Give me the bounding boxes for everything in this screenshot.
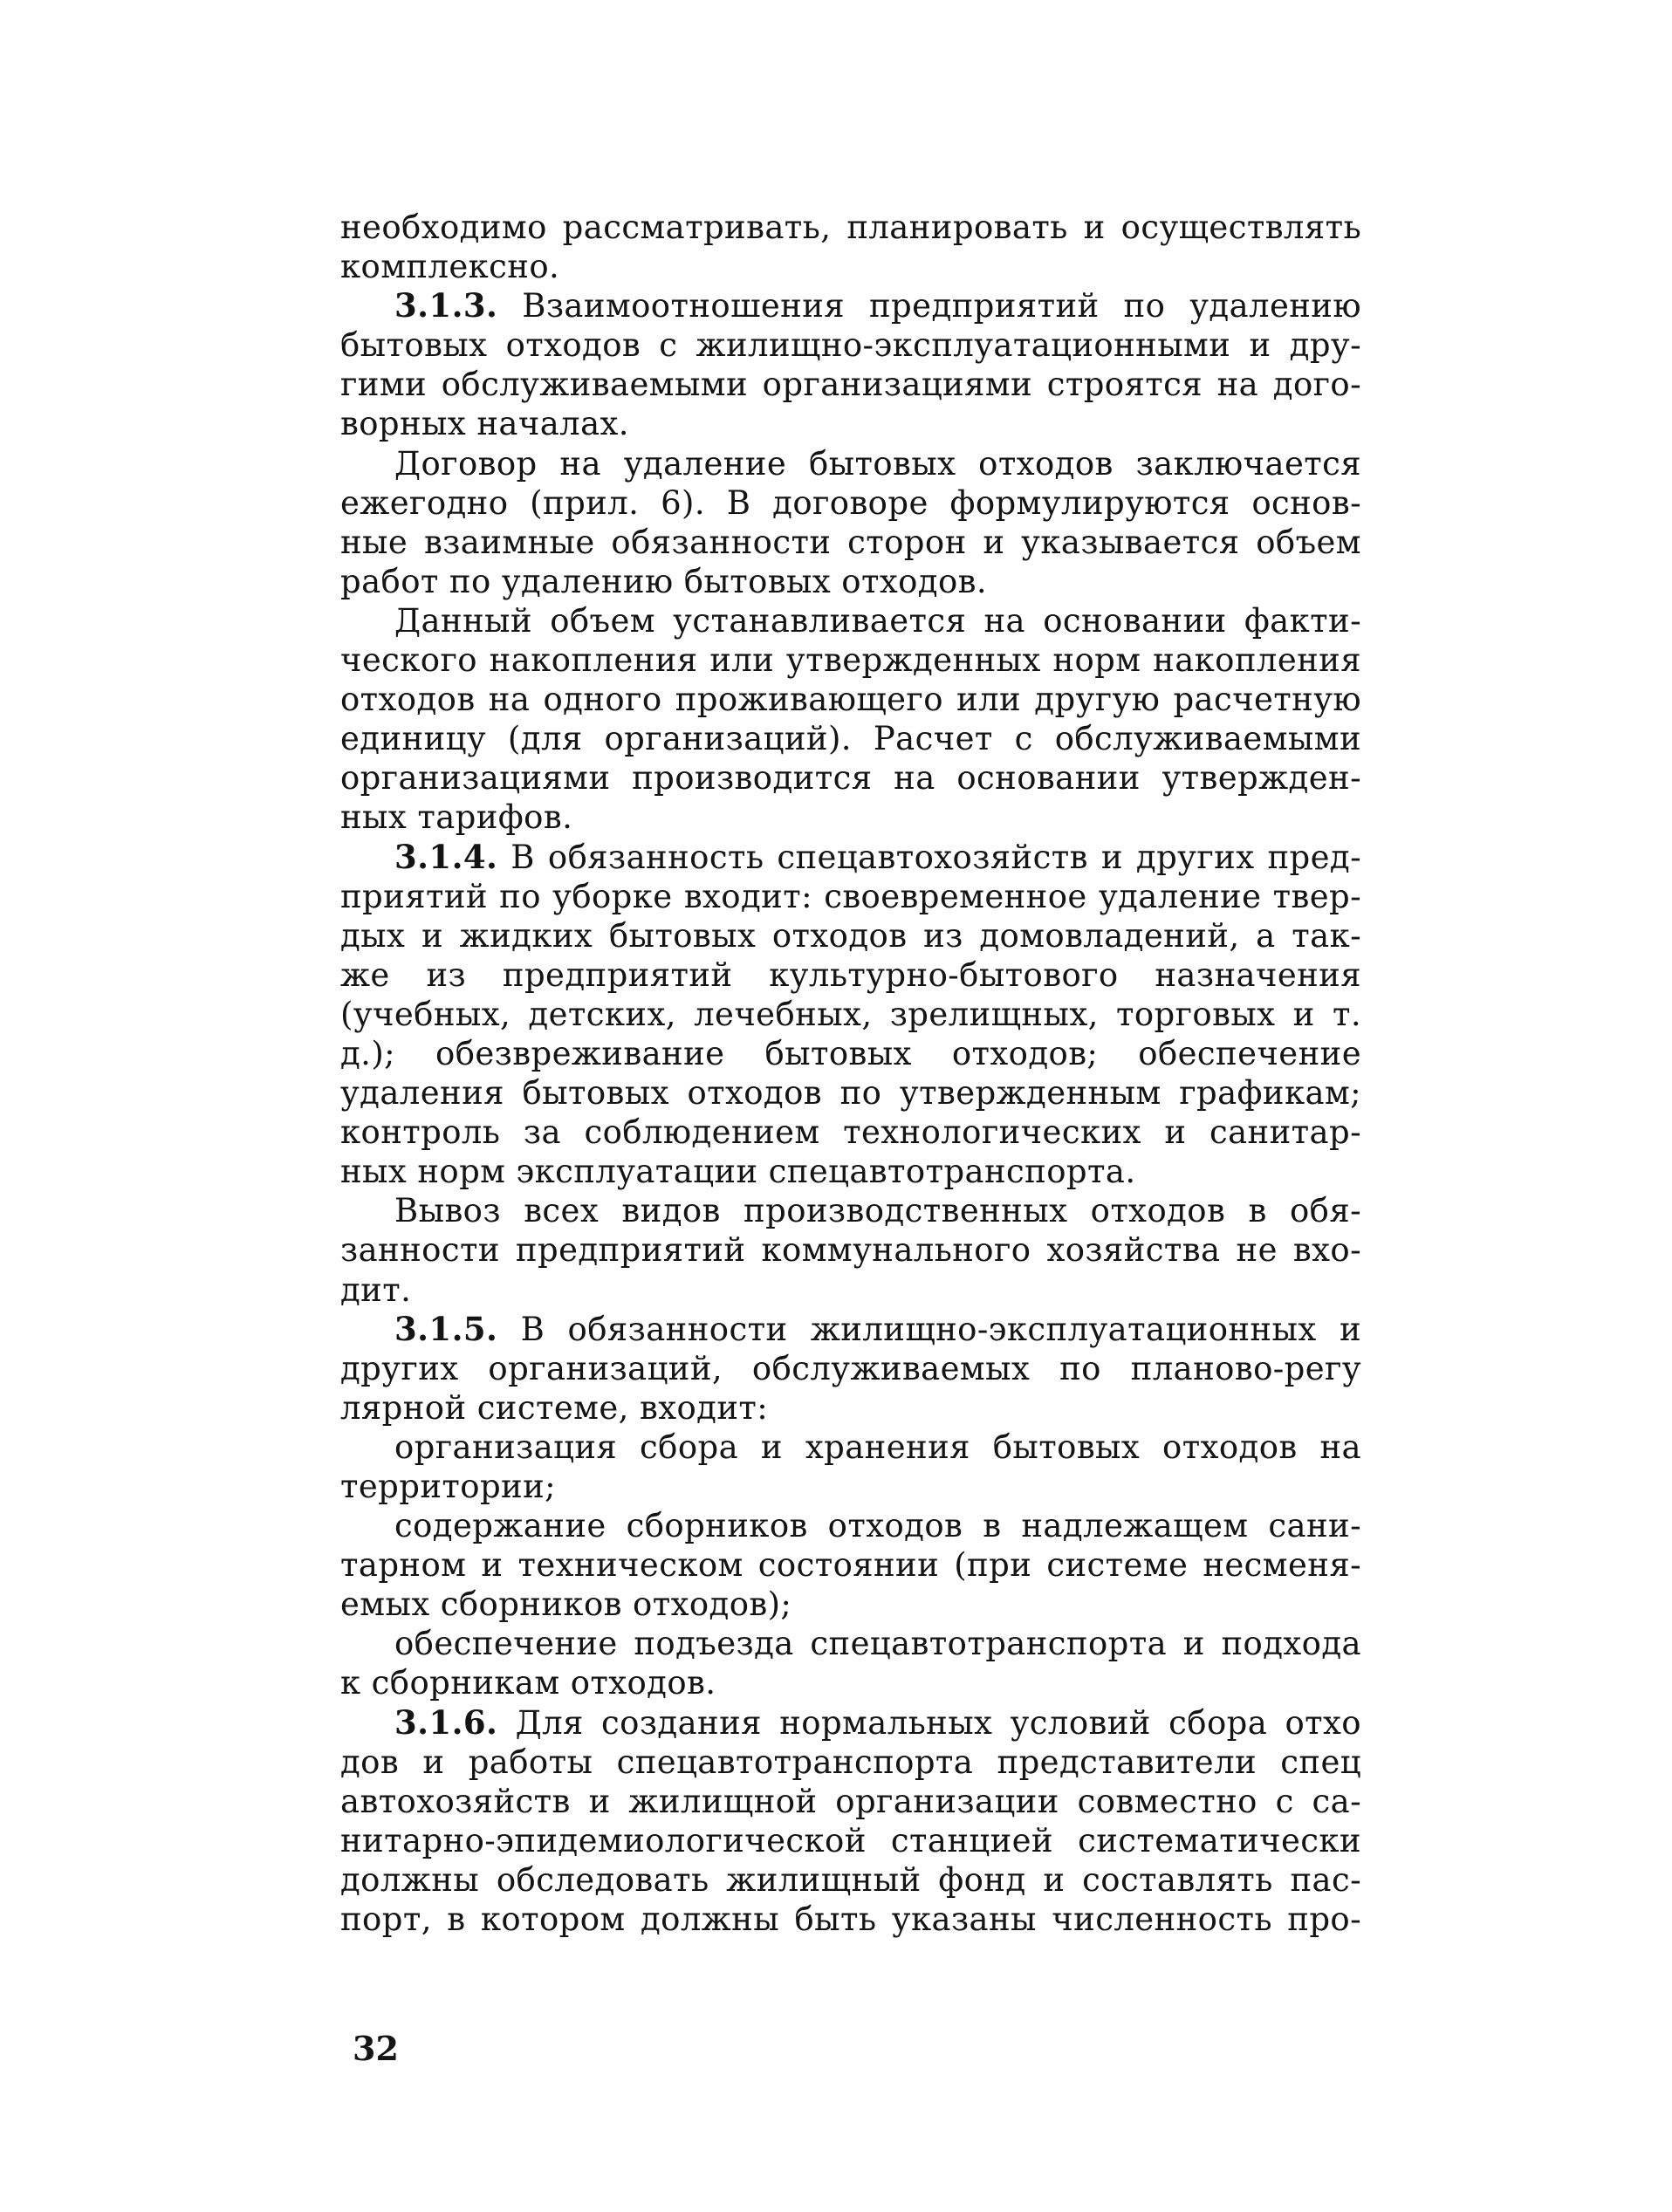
- line: ческого накопления или утвержденных норм накопления: [340, 641, 1361, 680]
- line: необходимо рассматривать, планировать и осуществлять: [340, 209, 1361, 246]
- paragraph-volume: [340, 601, 1361, 838]
- line: Договор на удаление бытовых отходов заключается: [394, 444, 1361, 483]
- line: ных норм эксплуатации спецавтотранспорта.: [340, 1153, 1136, 1191]
- line: удаления бытовых отходов по утвержденным графикам;: [340, 1074, 1361, 1113]
- paragraph-maintenance: [340, 1506, 1361, 1624]
- paragraph-3-1-3: [340, 286, 1361, 443]
- line: В обязанность спецавтохозяйств и других пред-: [511, 838, 1361, 876]
- line: единицу (для организаций). Расчет с обслуживаемыми: [340, 720, 1361, 758]
- line: гими обслуживаемыми организациями строятся на дого-: [340, 366, 1361, 404]
- line: нитарно-эпидемиологической станцией систематически: [340, 1821, 1361, 1859]
- section-number: 3.1.4.: [394, 837, 498, 876]
- paragraph-3-1-5: [340, 1310, 1361, 1428]
- line: занности предприятий коммунального хозяйства не вхо-: [340, 1231, 1361, 1270]
- section-number: 3.1.6.: [394, 1702, 498, 1742]
- line: содержание сборников отходов в надлежащем сани-: [394, 1507, 1361, 1545]
- line: Для создания нормальных условий сбора отхо: [515, 1703, 1361, 1742]
- line: тарном и техническом состоянии (при системе несменя-: [340, 1546, 1361, 1585]
- line: ежегодно (прил. 6). В договоре формулируются основ-: [340, 483, 1361, 522]
- line: работ по удалению бытовых отходов.: [340, 562, 988, 600]
- line: к сборникам отходов.: [340, 1664, 716, 1702]
- line: обеспечение подъезда спецавтотранспорта и подхода: [394, 1625, 1361, 1663]
- section-number: 3.1.3.: [394, 286, 498, 325]
- line: автохозяйств и жилищной организации совместно с са-: [340, 1782, 1361, 1820]
- line: приятий по уборке входит: своевременное удаление твер-: [340, 877, 1361, 915]
- line: дых и жидких бытовых отходов из домовладений, а так-: [340, 916, 1361, 955]
- line: других организаций, обслуживаемых по планово-регу: [340, 1349, 1361, 1387]
- line: Взаимоотношения предприятий по удалению: [522, 287, 1361, 325]
- paragraph-access: [340, 1624, 1361, 1702]
- paragraph-industrial-waste: [340, 1191, 1361, 1309]
- line: В обязанности жилищно-эксплуатационных и: [520, 1310, 1362, 1348]
- page-body: [340, 208, 1361, 1939]
- line: комплексно.: [340, 248, 560, 286]
- line: Данный объем устанавливается на основании факти-: [394, 601, 1361, 640]
- line: порт, в котором должны быть указаны численность про-: [340, 1900, 1361, 1939]
- line: должны обследовать жилищный фонд и составлять пас-: [340, 1860, 1361, 1899]
- section-number: 3.1.5.: [394, 1309, 498, 1348]
- line: организация сбора и хранения бытовых отходов на: [394, 1428, 1361, 1466]
- line: бытовых отходов с жилищно-эксплуатационными и дру-: [340, 326, 1361, 365]
- paragraph-collection: [340, 1428, 1361, 1506]
- line: (учебных, детских, лечебных, зрелищных, торговых и: [340, 995, 1315, 1033]
- line: ные взаимные обязанности сторон и указывается объем: [340, 523, 1361, 561]
- line: территории;: [340, 1468, 557, 1505]
- paragraph-3-1-6: [340, 1703, 1361, 1940]
- paragraph-3-1-4: [340, 838, 1361, 1192]
- line: дов и работы спецавтотранспорта представители спец: [340, 1743, 1361, 1781]
- paragraph-0: [340, 208, 1361, 286]
- line: т. д.); обезвреживание бытовых отходов; обеспечение: [340, 995, 1361, 1072]
- line: емых сборников отходов);: [340, 1585, 792, 1624]
- line: ных тарифов.: [340, 798, 573, 837]
- page-number: 32: [353, 2029, 399, 2068]
- line: ворных началах.: [340, 405, 629, 443]
- line: Вывоз всех видов производственных отходов в обя-: [394, 1192, 1361, 1230]
- line: же из предприятий культурно-бытового назначения: [340, 955, 1361, 994]
- line: лярной системе, входит:: [340, 1388, 769, 1427]
- line: отходов на одного проживающего или другую расчетную: [340, 681, 1361, 719]
- line: организациями производится на основании утвержден-: [340, 759, 1361, 798]
- paragraph-contract: [340, 444, 1361, 601]
- line: дит.: [340, 1270, 412, 1309]
- line: контроль за соблюдением технологических и санитар-: [340, 1113, 1361, 1152]
